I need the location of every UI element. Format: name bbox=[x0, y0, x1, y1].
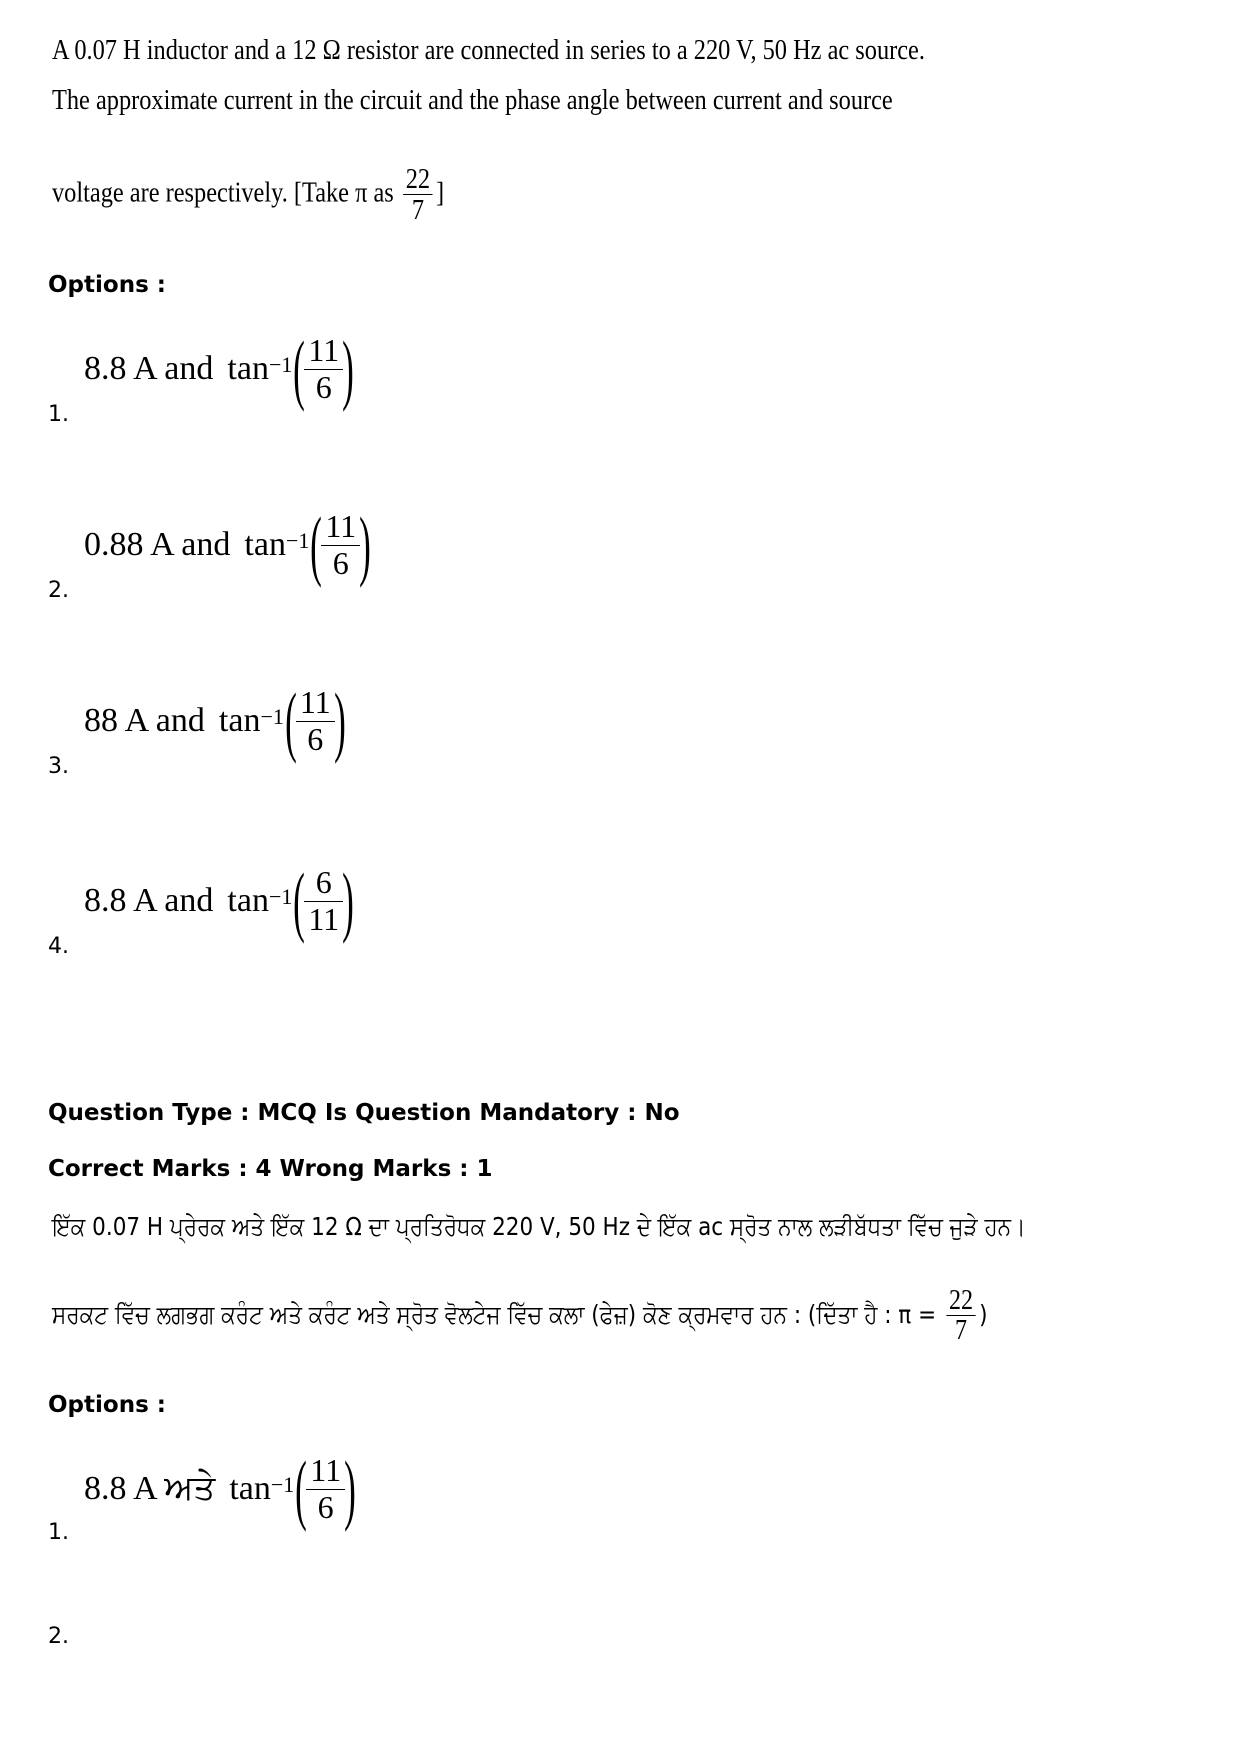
pi-fraction-denominator: 7 bbox=[411, 194, 425, 227]
question-line-3-close: ] bbox=[435, 176, 445, 209]
pa-option-1-denominator: 6 bbox=[317, 1488, 334, 1525]
option-3-sup: −1 bbox=[260, 704, 284, 729]
options-label: Options : bbox=[48, 272, 166, 298]
question-line-3-text: voltage are respectively. [Take π as bbox=[52, 176, 394, 209]
option-4-fraction bbox=[304, 865, 343, 936]
pa-option-1-numerator: 11 bbox=[306, 1453, 345, 1489]
pa-option-1-number: 1. bbox=[48, 1520, 69, 1545]
question-type: Question Type : MCQ Is Question Mandatory : No bbox=[48, 1100, 680, 1126]
option-3-fraction bbox=[296, 685, 335, 756]
pa-question-line-2-text: ਸਰਕਟ ਵਿੱਚ ਲਗਭਗ ਕਰੰਟ ਅਤੇ ਕਰੰਟ ਅਤੇ ਸ੍ਰੋਤ ਵੋਲਟੇਜ ਵਿੱਚ ਕਲਾ (ਫੇਜ਼) ਕੋਣ ਕ੍ਰਮਵਾਰ ਹਨ : (ਦਿੱਤਾ ਹੈ : π = bbox=[52, 1299, 937, 1329]
left-paren: ( bbox=[310, 501, 323, 588]
option-4-number: 4. bbox=[48, 934, 69, 959]
pa-option-1-fn: tan bbox=[229, 1470, 271, 1507]
option-3-text: 88 A and bbox=[84, 702, 205, 739]
question-marks: Correct Marks : 4 Wrong Marks : 1 bbox=[48, 1156, 493, 1182]
option-2-fraction bbox=[321, 509, 360, 580]
pa-question-line-2 bbox=[52, 1286, 987, 1346]
right-paren: ) bbox=[342, 857, 355, 944]
option-1-fraction bbox=[304, 333, 343, 404]
option-1-sup: −1 bbox=[268, 352, 293, 377]
pi-fraction bbox=[403, 164, 432, 226]
option-3-denominator: 6 bbox=[307, 720, 324, 757]
left-paren: ( bbox=[295, 1445, 308, 1532]
pa-option-1-math bbox=[84, 1445, 356, 1532]
option-1-denominator: 6 bbox=[315, 368, 332, 405]
pa-option-1-text: 8.8 A ਅਤੇ bbox=[84, 1470, 216, 1507]
option-1-math bbox=[84, 325, 355, 412]
pa-pi-fraction-denominator: 7 bbox=[954, 1315, 968, 1347]
question-line-3 bbox=[52, 164, 444, 226]
right-paren: ) bbox=[333, 677, 346, 764]
pa-pi-fraction bbox=[946, 1286, 975, 1346]
option-1-numerator: 11 bbox=[304, 333, 343, 369]
right-paren: ) bbox=[344, 1445, 356, 1532]
option-2-numerator: 11 bbox=[321, 509, 360, 545]
pa-pi-fraction-numerator: 22 bbox=[946, 1286, 975, 1316]
option-4-math bbox=[84, 857, 355, 944]
option-2-math bbox=[84, 501, 372, 588]
option-3-numerator: 11 bbox=[296, 685, 335, 721]
option-1-text: 8.8 A and bbox=[84, 350, 214, 387]
right-paren: ) bbox=[342, 325, 355, 412]
option-4-denominator: 11 bbox=[308, 900, 340, 937]
option-3-fn: tan bbox=[218, 702, 261, 739]
left-paren: ( bbox=[285, 677, 297, 764]
option-2-sup: −1 bbox=[285, 528, 310, 553]
option-4-fn: tan bbox=[227, 882, 269, 919]
question-line-2: The approximate current in the circuit and the phase angle between current and source bbox=[52, 84, 893, 116]
right-paren: ) bbox=[359, 501, 372, 588]
pa-question-line-1: ਇੱਕ 0.07 H ਪ੍ਰੇਰਕ ਅਤੇ ਇੱਕ 12 Ω ਦਾ ਪ੍ਰਤਿਰੋਧਕ 220 V, 50 Hz ਦੇ ਇੱਕ ac ਸ੍ਰੋਤ ਨਾਲ ਲੜੀਬੱਧਤਾ ਵਿੱਚ ਜੁੜੇ ਹਨ। bbox=[52, 1212, 1026, 1241]
option-2-number: 2. bbox=[48, 578, 69, 603]
pa-option-1-sup: −1 bbox=[270, 1472, 295, 1497]
option-2-text: 0.88 A and bbox=[84, 526, 231, 563]
option-4-numerator: 6 bbox=[304, 865, 343, 901]
pi-fraction-numerator: 22 bbox=[403, 164, 432, 195]
left-paren: ( bbox=[293, 325, 306, 412]
option-2-fn: tan bbox=[244, 526, 286, 563]
pa-option-1-fraction bbox=[306, 1453, 345, 1524]
option-4-text: 8.8 A and bbox=[84, 882, 214, 919]
left-paren: ( bbox=[293, 857, 306, 944]
pa-question-line-2-close: ) bbox=[979, 1299, 988, 1329]
option-2-denominator: 6 bbox=[332, 544, 349, 581]
option-3-math bbox=[84, 677, 346, 764]
option-1-number: 1. bbox=[48, 402, 69, 427]
option-3-number: 3. bbox=[48, 754, 69, 779]
question-line-1: A 0.07 H inductor and a 12 Ω resistor are connected in series to a 220 V, 50 Hz ac source. bbox=[52, 34, 925, 66]
pa-options-label: Options : bbox=[48, 1392, 166, 1418]
pa-option-2-number: 2. bbox=[48, 1624, 69, 1649]
option-1-fn: tan bbox=[227, 350, 269, 387]
option-4-sup: −1 bbox=[268, 884, 293, 909]
